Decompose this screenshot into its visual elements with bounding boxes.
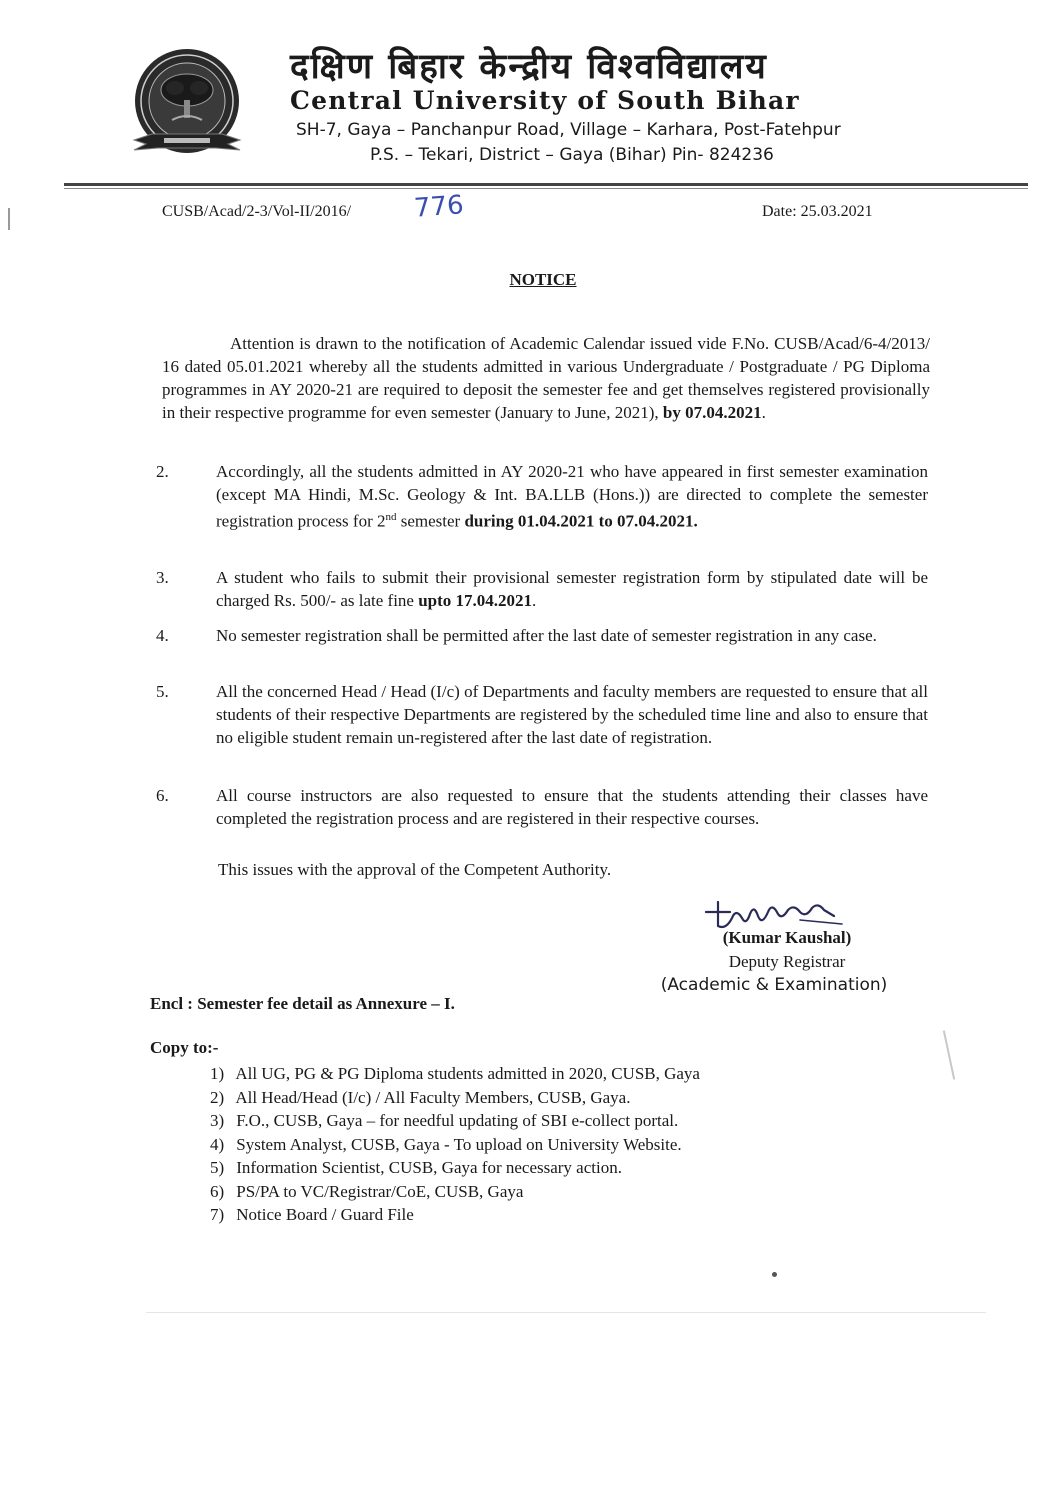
item-number: 6. [156,786,169,805]
list-item-number: 4) [210,1134,225,1154]
list-item [210,1062,700,1086]
address-line-1: SH-7, Gaya – Panchanpur Road, Village – Karhara, Post-Fatehpur [296,120,841,140]
closing-statement: This issues with the approval of the Competent Authority. [218,860,612,879]
list-item-text: F.O., CUSB, Gaya – for needful updating of SBI e-collect portal. [236,1111,679,1130]
list-item-text: All Head/Head (I/c) / All Faculty Members, CUSB, Gaya. [235,1087,631,1107]
paragraph-1-end: . [761,403,766,422]
list-item [210,1180,700,1204]
list-item [210,1203,700,1227]
list-item-number: 7) [210,1205,225,1224]
item-2-superscript: nd [385,511,397,523]
notice-title: NOTICE [509,270,577,289]
item-text [216,566,928,612]
university-name-hindi: दक्षिण बिहार केन्द्रीय विश्वविद्यालय [290,47,768,87]
item-2-text-b: semester [396,511,465,531]
item-2-period: during 01.04.2021 to 07.04.2021. [464,511,698,531]
list-item-number: 6) [210,1181,225,1201]
list-item-number: 3) [210,1111,225,1130]
paragraph-1-text: Attention is drawn to the notification of Academic Calendar issued vide F.No. CUSB/Acad/6-4/2013/ 16 dated 05.01.2021 whereby all the students admitted in various Undergraduate / Postgraduate / PG Diploma programmes in AY 2020-21 are required to deposit the semester fee and get themselves registered provisionally in their respective programme for even semester (January to June, 2021), [162,334,930,422]
copy-to-label: Copy to:- [150,1038,219,1057]
list-item [210,1133,700,1157]
notice-item-4 [156,624,930,674]
item-5-text: All the concerned Head / Head (I/c) of Departments and faculty members are requested to ensure that all students of their respective Departments are registered by the scheduled time line and also to ensure that no eligible student remain un-registered after the last date of registration. [216,682,928,747]
scan-artifact [772,1272,777,1277]
scan-footer-line [146,1312,986,1313]
copy-to-list [210,1062,700,1227]
list-item-text: System Analyst, CUSB, Gaya - To upload on University Website. [236,1134,682,1154]
notice-date: Date: 25.03.2021 [762,203,873,220]
list-item-number: 2) [210,1087,225,1107]
list-item-text: All UG, PG & PG Diploma students admitted in 2020, CUSB, Gaya [235,1064,700,1083]
header-rule-thin [64,188,1028,189]
signatory-name: (Kumar Kaushal) [722,928,852,947]
item-number: 2. [156,462,169,481]
handwritten-dispatch-number: 776 [413,190,465,224]
notice-item-2 [156,460,930,556]
item-3-late-date: upto 17.04.2021 [418,591,533,610]
scan-artifact [943,1030,955,1079]
item-4-text: No semester registration shall be permitted after the last date of semester registration in any case. [216,626,877,645]
list-item [210,1156,700,1180]
list-item-text: PS/PA to VC/Registrar/CoE, CUSB, Gaya [236,1181,524,1201]
header-rule [64,183,1028,186]
item-6-text: All course instructors are also requested to ensure that the students attending their classes have completed the registration process and are registered in their respective courses. [216,786,928,828]
item-2-text: Accordingly, all the students admitted in AY 2020-21 who have appeared in first semester examination (except MA Hindi, M.Sc. Geology & Int. BA.LLB (Hons.)) are directed to complete the semester registration process for 2 [216,462,928,531]
item-3-text: A student who fails to submit their provisional semester registration form by stipulated date will be charged Rs. 500/- as late fine [216,568,928,610]
item-number: 5. [156,682,169,701]
paragraph-1-deadline: by 07.04.2021 [662,403,762,422]
list-item-text: Information Scientist, CUSB, Gaya for necessary action. [236,1158,622,1177]
notice-paragraph-1 [162,332,930,424]
signatory-designation: Deputy Registrar [728,952,846,971]
notice-item-6 [156,784,930,856]
item-text [216,460,928,533]
signatory-department: (Academic & Examination) [660,975,888,995]
list-item [210,1109,700,1133]
list-item-number: 1) [210,1064,225,1083]
enclosure-note: Encl : Semester fee detail as Annexure – I. [150,994,455,1013]
notice-item-3 [156,566,930,616]
university-name-english: Central University of South Bihar [290,86,800,115]
item-number: 4. [156,626,169,645]
notice-item-5 [156,680,930,774]
list-item [210,1086,700,1110]
list-item-number: 5) [210,1158,225,1177]
university-logo-icon [128,44,246,162]
list-item-text: Notice Board / Guard File [236,1205,414,1224]
scan-artifact [8,208,10,230]
address-line-2: P.S. – Tekari, District – Gaya (Bihar) Pin- 824236 [370,145,774,165]
item-3-end: . [532,591,537,610]
reference-number: CUSB/Acad/2-3/Vol-II/2016/ [162,203,352,220]
item-number: 3. [156,568,169,587]
